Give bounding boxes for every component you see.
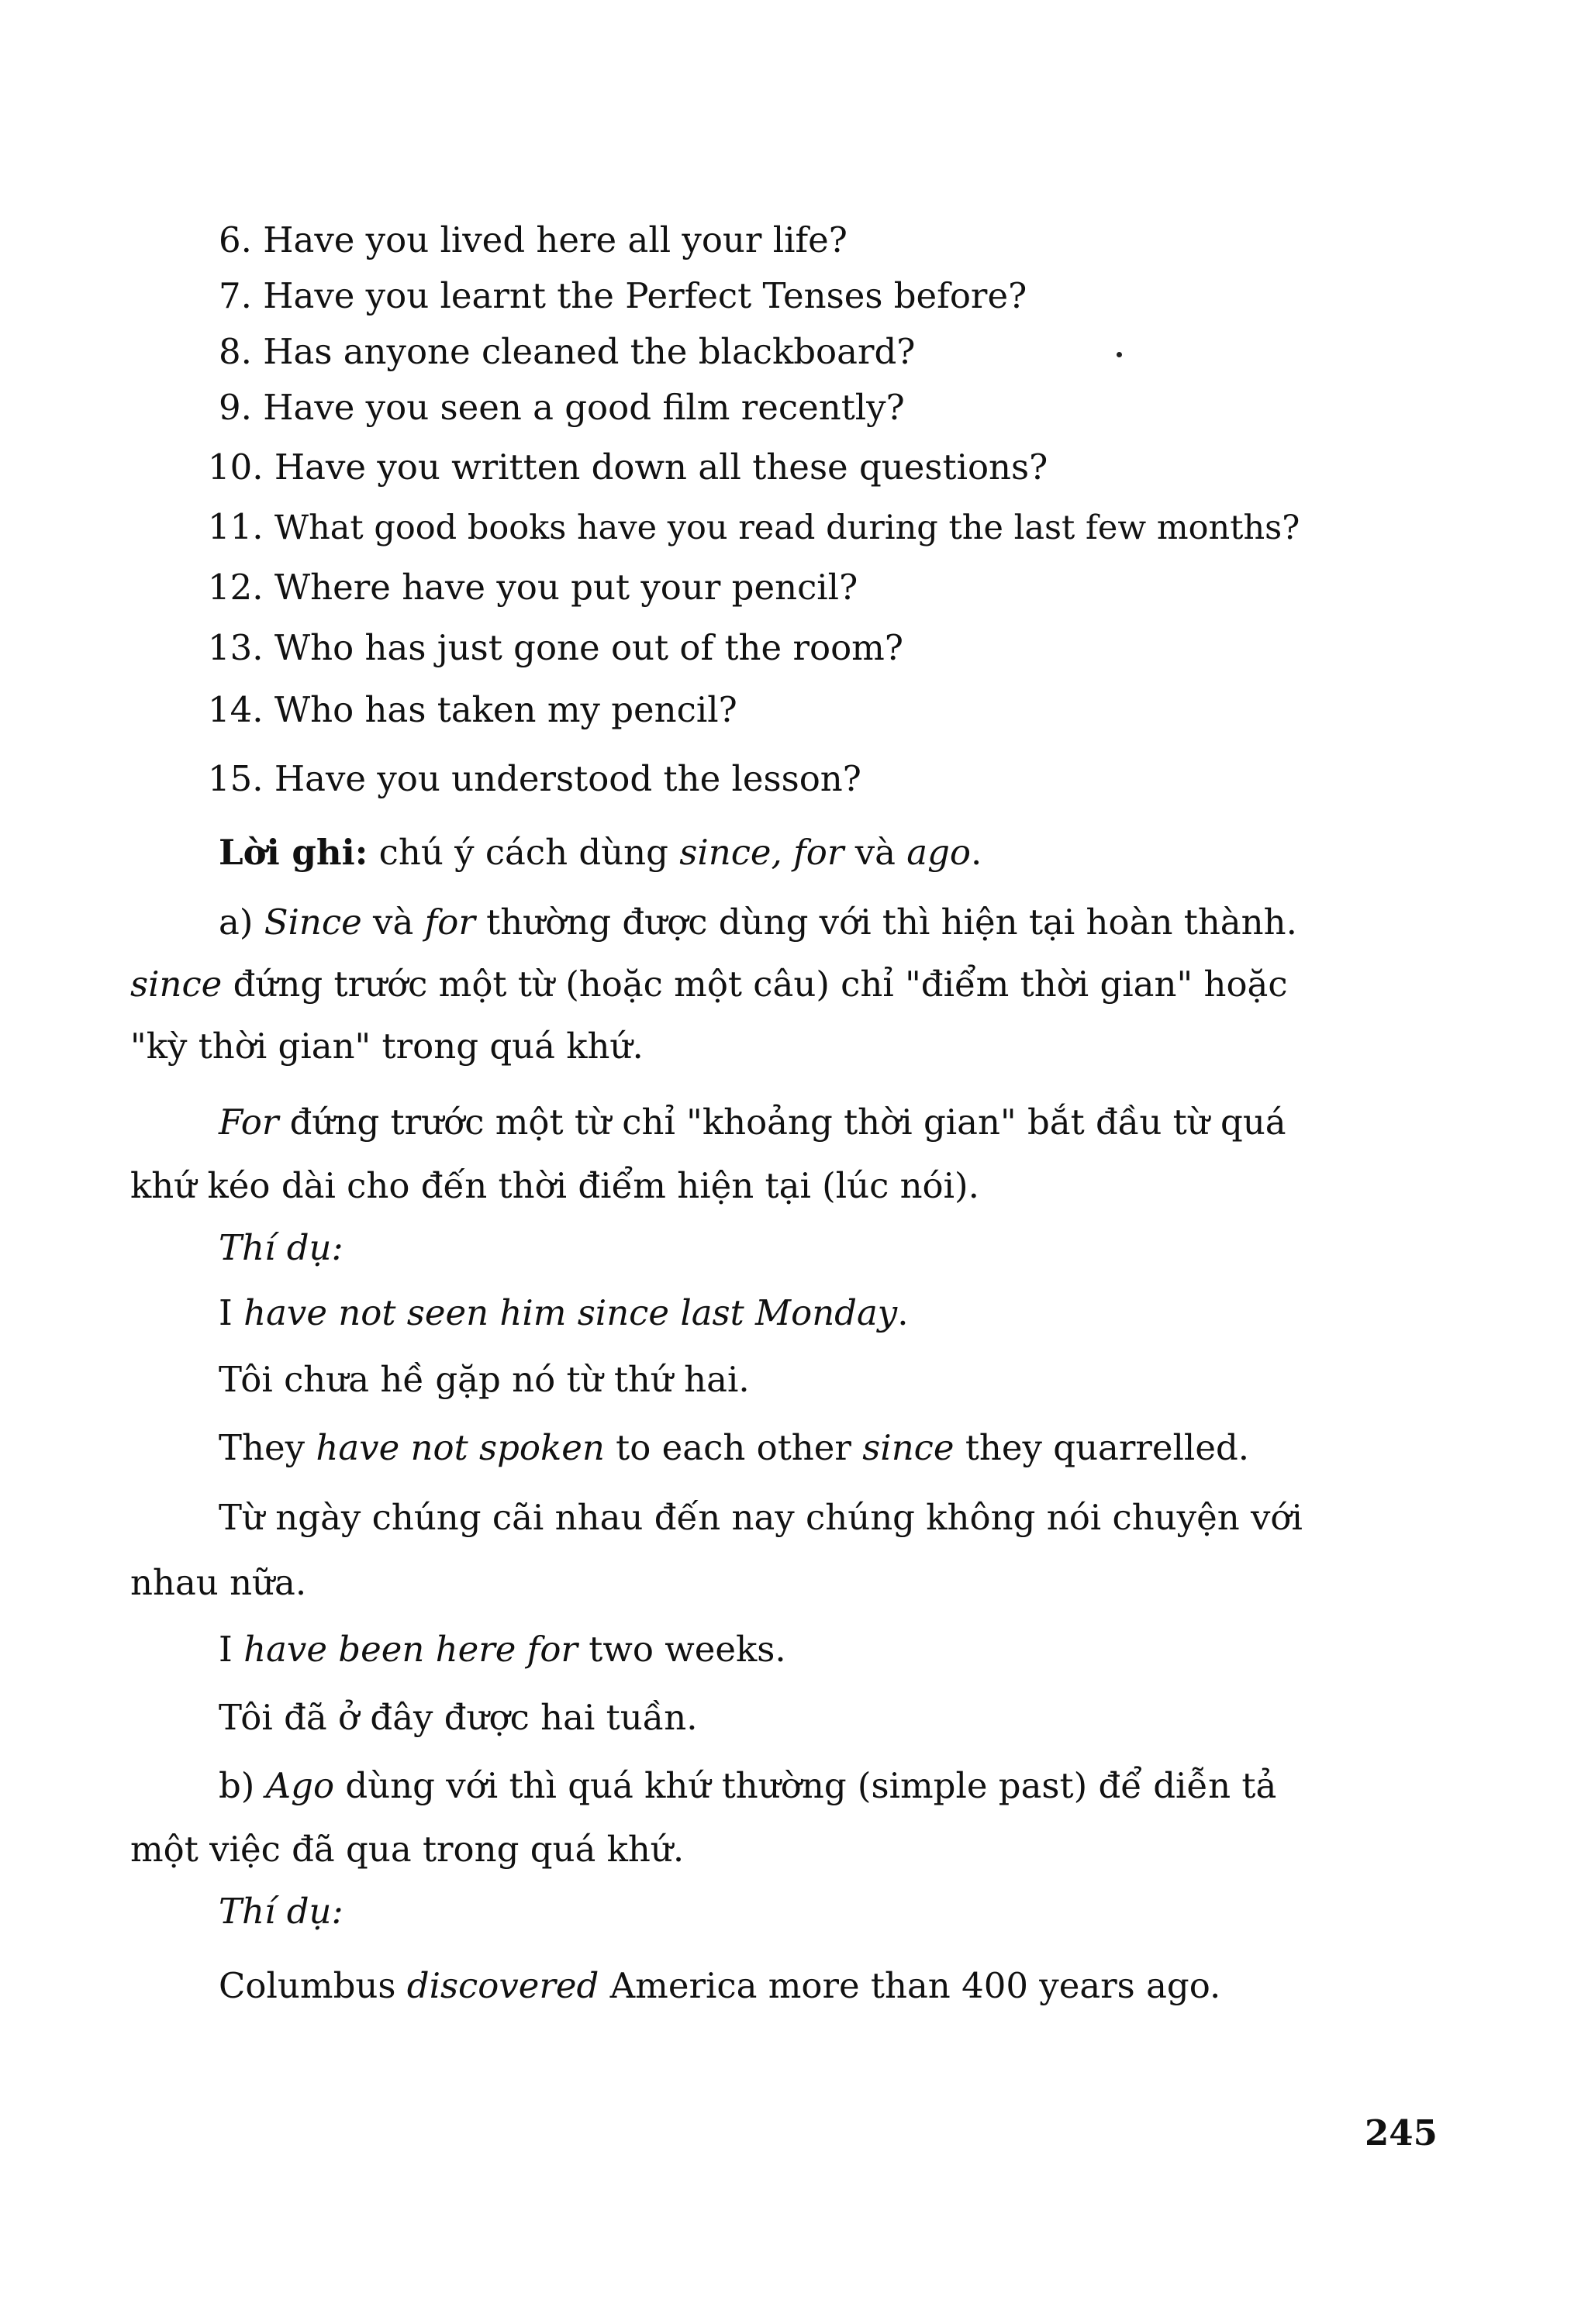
para-a-line-3 (130, 1023, 644, 1070)
question-number: 7. (219, 275, 252, 316)
question-6 (219, 217, 848, 264)
para-for-line-1 (219, 1099, 1286, 1146)
para-a-line-1 (219, 899, 1297, 946)
para-a-rest: đứng trước một từ (hoặc một câu) chỉ "điểm thời gian" hoặc (222, 964, 1288, 1005)
question-8 (219, 329, 915, 375)
word-for: for (424, 902, 475, 943)
question-14 (208, 687, 737, 733)
word-va: và (361, 902, 425, 943)
example-1-translation: Tôi chưa hề gặp nó từ thứ hai. (219, 1359, 750, 1400)
example-text: I (219, 1292, 244, 1333)
para-a-rest: thường được dùng với thì hiện tại hoàn thành. (475, 902, 1297, 943)
example-italic: discovered (406, 1965, 599, 2006)
word-since: Since (264, 902, 362, 943)
example-text: Columbus (219, 1965, 407, 2006)
example-2 (219, 1425, 1249, 1471)
question-13 (208, 625, 903, 671)
question-11 (208, 504, 1300, 551)
note-words: since, for (679, 832, 844, 873)
para-for-text: khứ kéo dài cho đến thời điểm hiện tại (lúc nói). (130, 1165, 979, 1206)
para-b-line-2: một việc đã qua trong quá khứ. (130, 1829, 685, 1870)
question-text: Who has just gone out of the room? (274, 627, 903, 668)
word-for: For (219, 1102, 279, 1143)
example-italic: have not spoken (316, 1427, 605, 1468)
question-text: Have you lived here all your life? (263, 219, 848, 260)
note-ago: ago (906, 832, 971, 873)
para-b-prefix: b) (219, 1765, 266, 1806)
note-colon: : (354, 832, 368, 873)
question-10 (208, 444, 1048, 491)
question-number: 13. (208, 627, 264, 668)
example-3-translation: Tôi đã ở đây được hai tuần. (219, 1697, 698, 1738)
para-a-line-2 (130, 961, 1288, 1008)
para-b-rest: dùng với thì quá khứ thường (simple past) để diễn tả (334, 1765, 1277, 1806)
question-text: Have you learnt the Perfect Tenses before? (263, 275, 1027, 316)
para-a-text: "kỳ thời gian" trong quá khứ. (130, 1026, 644, 1067)
example-text: I (219, 1629, 244, 1670)
question-12 (208, 564, 858, 611)
page-number: 245 (1365, 2112, 1438, 2153)
question-15 (208, 756, 861, 802)
example-text: . (897, 1292, 909, 1333)
question-number: 15. (208, 758, 264, 799)
question-text: Who has taken my pencil? (274, 689, 737, 730)
example-text: they quarrelled. (954, 1427, 1250, 1468)
example-italic: since (862, 1427, 955, 1468)
question-number: 11. (208, 506, 264, 547)
example-italic: have not seen him since last Monday (243, 1292, 898, 1333)
example-label: Thí dụ: (219, 1891, 343, 1932)
word-ago: Ago (265, 1765, 335, 1806)
example-text: They (219, 1427, 316, 1468)
note-text: chú ý cách dùng (368, 832, 680, 873)
example-2-translation-line-2: nhau nữa. (130, 1562, 307, 1603)
question-text: Have you written down all these questions? (274, 447, 1048, 488)
question-text: Have you seen a good film recently? (263, 387, 905, 428)
note-label: Lời ghi (219, 832, 355, 873)
question-text: Where have you put your pencil? (274, 567, 858, 608)
word-since: since (130, 964, 223, 1005)
example-1 (219, 1290, 909, 1336)
para-for-rest: đứng trước một từ chỉ "khoảng thời gian" bắt đầu từ quá (278, 1102, 1286, 1143)
question-text: Has anyone cleaned the blackboard? (263, 331, 916, 372)
note-mid: và (844, 832, 907, 873)
para-b-line-1 (219, 1763, 1276, 1809)
question-number: 10. (208, 447, 264, 488)
question-number: 8. (219, 331, 252, 372)
example-text: America more than 400 years ago. (599, 1965, 1221, 2006)
example-4 (219, 1963, 1220, 2009)
example-label: Thí dụ: (219, 1227, 343, 1268)
para-for-line-2 (130, 1163, 979, 1209)
question-number: 14. (208, 689, 264, 730)
question-number: 12. (208, 567, 264, 608)
example-text: to each other (604, 1427, 863, 1468)
question-text: Have you understood the lesson? (274, 758, 861, 799)
note-end: . (971, 832, 982, 873)
question-text: What good books have you read during the last few months? (274, 509, 1300, 547)
question-7 (219, 273, 1027, 319)
example-3 (219, 1626, 786, 1673)
example-italic: have been here for (243, 1629, 578, 1670)
scan-speck (1117, 352, 1122, 357)
para-a-prefix: a) (219, 902, 264, 943)
example-text: two weeks. (577, 1629, 786, 1670)
question-number: 9. (219, 387, 252, 428)
question-number: 6. (219, 219, 252, 260)
example-2-translation-line-1: Từ ngày chúng cãi nhau đến nay chúng không nói chuyện với (219, 1497, 1303, 1538)
question-9 (219, 384, 905, 431)
note-heading (219, 829, 982, 876)
